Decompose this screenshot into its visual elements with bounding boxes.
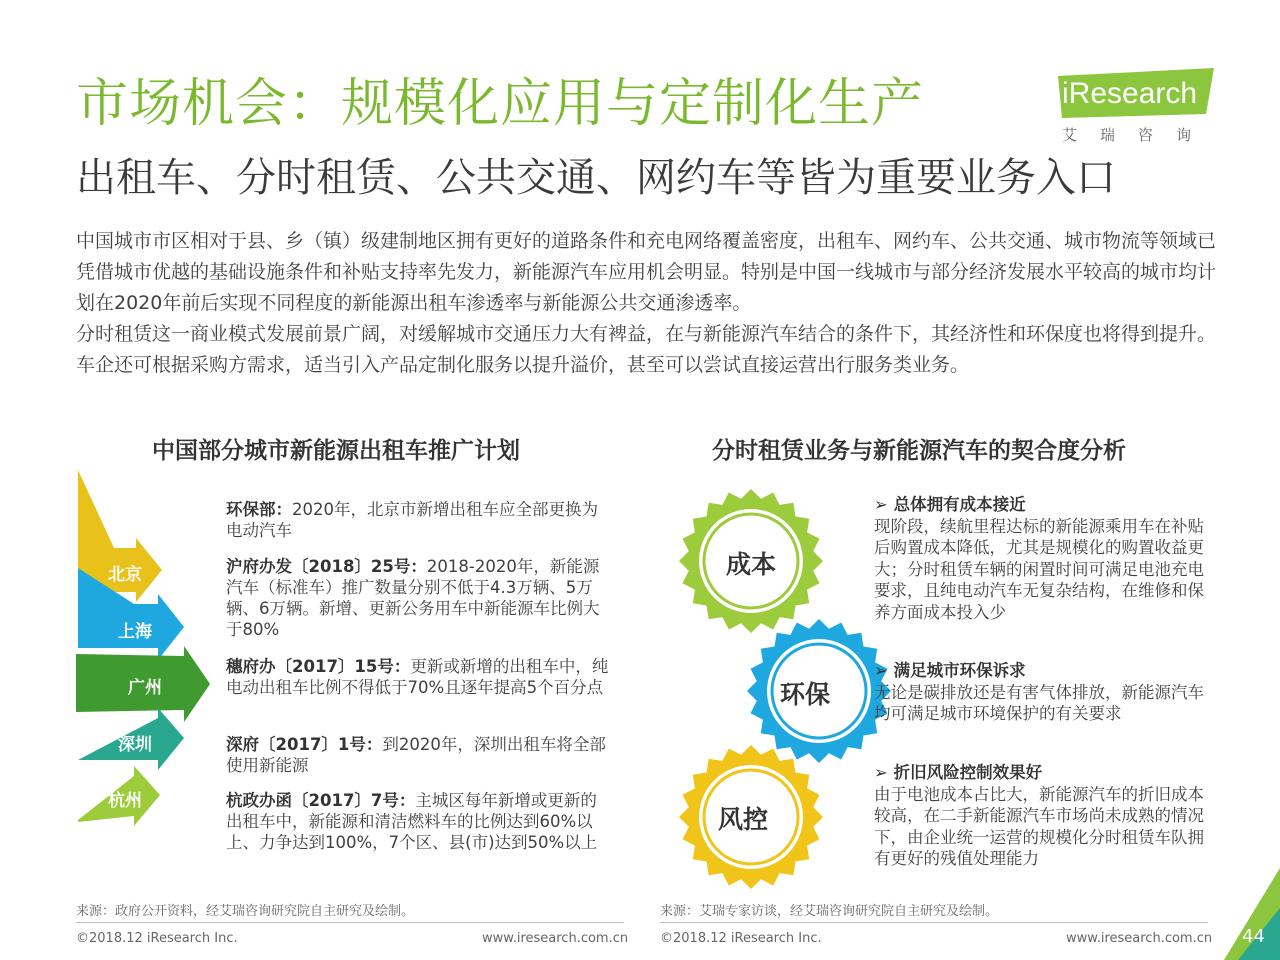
intro-paragraph-1: 中国城市市区相对于县、乡（镇）级建制地区拥有更好的道路条件和充电网络覆盖密度，出租车、网约车、公共交通、城市物流等领域已凭借城市优越的基础设施条件和补贴支持率先发力，新能源汽车应用机会明显。特别是中国一线城市与部分经济发展水平较高的城市均计划在2020年前后实现不同程度的新能源出租车渗透率与新能源公共交通渗透率。 (76, 230, 1217, 314)
left-section-title: 中国部分城市新能源出租车推广计划 (152, 438, 520, 464)
policy-item (226, 734, 611, 776)
iresearch-logo (1058, 68, 1218, 148)
badge-label-risk: 风控 (718, 805, 769, 834)
right-copyright: ©2018.12 iResearch Inc. (660, 931, 822, 946)
policy-item (226, 790, 611, 853)
badge-label-eco: 环保 (780, 680, 831, 709)
right-website: www.iresearch.com.cn (1066, 931, 1213, 946)
intro-paragraph-2: 分时租赁这一商业模式发展前景广阔，对缓解城市交通压力大有裨益，在与新能源汽车结合的条件下，其经济性和环保度也将得到提升。 (76, 323, 1217, 345)
city-arrows-graphic (74, 470, 214, 830)
right-source-note: 来源：艾瑞专家访谈，经艾瑞咨询研究院自主研究及绘制。 (660, 904, 999, 919)
analysis-point (874, 762, 1214, 870)
policy-head: 深府〔2017〕1号： (226, 735, 383, 754)
left-copyright: ©2018.12 iResearch Inc. (76, 931, 238, 946)
right-section-title: 分时租赁业务与新能源汽车的契合度分析 (712, 438, 1126, 464)
policy-head: 环保部： (226, 500, 292, 519)
left-source-note: 来源：政府公开资料，经艾瑞咨询研究院自主研究及绘制。 (76, 904, 415, 919)
intro-paragraph-3: 车企还可根据采购方需求，适当引入产品定制化服务以提升溢价，甚至可以尝试直接运营出行服务类业务。 (76, 354, 970, 376)
city-label-hangzhou: 杭州 (108, 791, 142, 811)
right-footer-divider (660, 922, 1208, 923)
analysis-point-body: 现阶段，续航里程达标的新能源乘用车在补贴后购置成本降低，尤其是规模化的购置收益更大；分时租赁车辆的闲置时间可满足电池充电要求，且纯电动汽车无复杂结构，在维修和保养方面成本投入少 (874, 516, 1204, 622)
analysis-point-head: ➢ 满足城市环保诉求 (874, 661, 1026, 680)
policy-item (226, 499, 611, 541)
policy-body: 更新或新增的出租车中，纯电动出租车比例不得低于70%且逐年提高5个百分点 (226, 657, 609, 697)
intro-text (76, 226, 1226, 381)
policy-body: 2018-2020年，新能源汽车（标准车）推广数量分别不低于4.3万辆、5万辆、6万辆。新增、更新公务用车中新能源车比例大于80% (226, 557, 600, 639)
logo-cn: 艾瑞咨询 (1062, 126, 1215, 144)
analysis-point-body: 无论是碳排放还是有害气体排放，新能源汽车均可满足城市环境保护的有关要求 (874, 682, 1204, 723)
logo-word: iResearch (1062, 77, 1198, 110)
policy-head: 穗府办〔2017〕15号： (226, 657, 411, 676)
city-label-beijing: 北京 (108, 565, 142, 585)
analysis-point-body: 由于电池成本占比大，新能源汽车的折旧成本较高，在二手新能源汽车市场尚未成熟的情况下，由企业统一运营的规模化分时租赁车队拥有更好的残值处理能力 (874, 784, 1204, 868)
page-subtitle: 出租车、分时租赁、公共交通、网约车等皆为重要业务入口 (76, 155, 1116, 201)
policy-body: 主城区每年新增或更新的出租车中，新能源和清洁燃料车的比例达到60%以上、力争达到100%，7个区、县(市)达到50%以上 (226, 791, 598, 852)
policy-head: 杭政办函〔2017〕7号： (226, 791, 416, 810)
left-footer-divider (76, 922, 624, 923)
policy-body: 2020年，北京市新增出租车应全部更换为电动汽车 (226, 500, 598, 540)
analysis-point-head: ➢ 总体拥有成本接近 (874, 495, 1026, 514)
page-title: 市场机会：规模化应用与定制化生产 (76, 74, 925, 134)
badge-label-cost: 成本 (726, 550, 777, 579)
city-label-shenzhen: 深圳 (118, 735, 152, 755)
analysis-point (874, 494, 1214, 623)
city-label-guangzhou: 广州 (128, 678, 162, 698)
city-label-shanghai: 上海 (118, 622, 152, 642)
analysis-point (874, 660, 1214, 725)
page-number: 44 (1242, 926, 1265, 947)
policy-item (226, 656, 611, 698)
policy-body: 到2020年，深圳出租车将全部使用新能源 (226, 735, 606, 775)
left-website: www.iresearch.com.cn (482, 931, 629, 946)
policy-head: 沪府办发〔2018〕25号： (226, 557, 427, 576)
policy-item (226, 556, 611, 640)
analysis-point-head: ➢ 折旧风险控制效果好 (874, 763, 1043, 782)
